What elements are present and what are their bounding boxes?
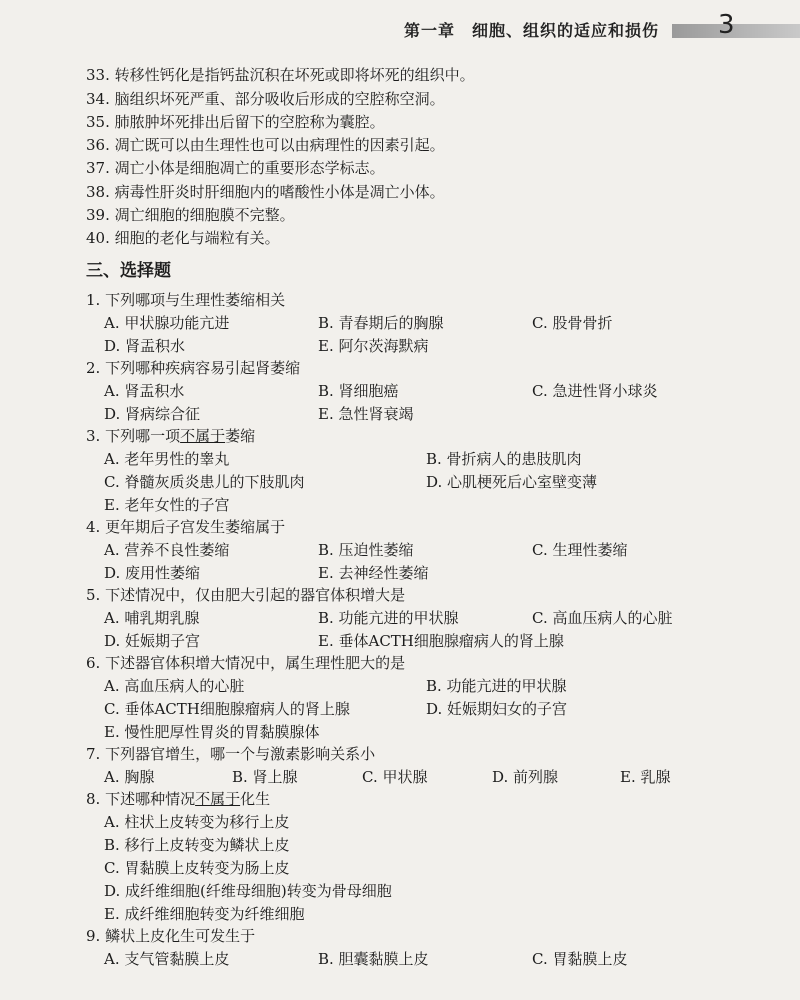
option: A. 哺乳期乳腺 bbox=[104, 609, 200, 627]
option: A. 肾盂积水 bbox=[104, 382, 185, 400]
option: D. 肾盂积水 bbox=[104, 337, 186, 355]
question-stem: 5. 下述情况中，仅由肥大引起的器官体积增大是 bbox=[86, 586, 406, 604]
question-stem: 2. 下列哪种疾病容易引起肾萎缩 bbox=[86, 359, 301, 377]
question-stem: 7. 下列器官增生，哪一个与激素影响关系小 bbox=[86, 745, 376, 763]
option: A. 营养不良性萎缩 bbox=[104, 541, 230, 559]
option: D. 肾病综合征 bbox=[104, 405, 201, 423]
option: C. 高血压病人的心脏 bbox=[532, 609, 673, 627]
option: C. 胃黏膜上皮 bbox=[532, 950, 628, 968]
option: E. 乳腺 bbox=[620, 768, 671, 786]
option: A. 胸腺 bbox=[104, 768, 155, 786]
question-stem: 8. 下述哪种情况不属于化生 bbox=[86, 790, 271, 808]
option: C. 急进性肾小球炎 bbox=[532, 382, 658, 400]
option: D. 前列腺 bbox=[492, 768, 559, 786]
option: A. 高血压病人的心脏 bbox=[104, 677, 245, 695]
statement-item: 40. 细胞的老化与端粒有关。 bbox=[86, 229, 280, 247]
statement-item: 33. 转移性钙化是指钙盐沉积在坏死或即将坏死的组织中。 bbox=[86, 66, 475, 84]
option: C. 甲状腺 bbox=[362, 768, 428, 786]
option: C. 胃黏膜上皮转变为肠上皮 bbox=[104, 859, 290, 877]
option: E. 急性肾衰竭 bbox=[318, 405, 414, 423]
option: E. 去神经性萎缩 bbox=[318, 564, 429, 582]
option: D. 废用性萎缩 bbox=[104, 564, 201, 582]
page-number: 3 bbox=[718, 10, 735, 40]
option: A. 老年男性的睾丸 bbox=[104, 450, 230, 468]
emphasis-underline: 不属于 bbox=[180, 427, 226, 445]
chapter-title: 第一章 细胞、组织的适应和损伤 bbox=[404, 21, 660, 40]
option: D. 心肌梗死后心室壁变薄 bbox=[426, 473, 598, 491]
option: E. 垂体ACTH细胞腺瘤病人的肾上腺 bbox=[318, 632, 564, 650]
option: D. 成纤维细胞(纤维母细胞)转变为骨母细胞 bbox=[104, 882, 392, 900]
question-stem: 3. 下列哪一项不属于萎缩 bbox=[86, 427, 256, 445]
option: A. 甲状腺功能亢进 bbox=[104, 314, 230, 332]
statement-item: 39. 凋亡细胞的细胞膜不完整。 bbox=[86, 206, 295, 224]
option: E. 慢性肥厚性胃炎的胃黏膜腺体 bbox=[104, 723, 320, 741]
option: E. 阿尔茨海默病 bbox=[318, 337, 429, 355]
question-stem: 1. 下列哪项与生理性萎缩相关 bbox=[86, 291, 286, 309]
option: E. 老年女性的子宫 bbox=[104, 496, 230, 514]
question-stem: 9. 鳞状上皮化生可发生于 bbox=[86, 927, 256, 945]
option: A. 支气管黏膜上皮 bbox=[104, 950, 230, 968]
statement-item: 36. 凋亡既可以由生理性也可以由病理性的因素引起。 bbox=[86, 136, 445, 154]
option: B. 肾上腺 bbox=[232, 768, 298, 786]
option: B. 功能亢进的甲状腺 bbox=[426, 677, 567, 695]
option: D. 妊娠期子宫 bbox=[104, 632, 201, 650]
option: C. 垂体ACTH细胞腺瘤病人的肾上腺 bbox=[104, 700, 350, 718]
section-heading: 三、选择题 bbox=[86, 261, 171, 281]
statement-item: 37. 凋亡小体是细胞凋亡的重要形态学标志。 bbox=[86, 159, 385, 177]
statement-item: 34. 脑组织坏死严重、部分吸收后形成的空腔称空洞。 bbox=[86, 90, 445, 108]
option: E. 成纤维细胞转变为纤维细胞 bbox=[104, 905, 305, 923]
option: B. 胆囊黏膜上皮 bbox=[318, 950, 429, 968]
option: B. 骨折病人的患肢肌肉 bbox=[426, 450, 582, 468]
option: C. 生理性萎缩 bbox=[532, 541, 628, 559]
option: C. 股骨骨折 bbox=[532, 314, 613, 332]
statement-item: 38. 病毒性肝炎时肝细胞内的嗜酸性小体是凋亡小体。 bbox=[86, 183, 445, 201]
option: B. 压迫性萎缩 bbox=[318, 541, 414, 559]
option: D. 妊娠期妇女的子宫 bbox=[426, 700, 568, 718]
option: B. 青春期后的胸腺 bbox=[318, 314, 444, 332]
question-stem: 4. 更年期后子宫发生萎缩属于 bbox=[86, 518, 286, 536]
option: B. 移行上皮转变为鳞状上皮 bbox=[104, 836, 290, 854]
option: A. 柱状上皮转变为移行上皮 bbox=[104, 813, 290, 831]
option: B. 功能亢进的甲状腺 bbox=[318, 609, 459, 627]
option: C. 脊髓灰质炎患儿的下肢肌肉 bbox=[104, 473, 305, 491]
statement-item: 35. 肺脓肿坏死排出后留下的空腔称为囊腔。 bbox=[86, 113, 385, 131]
option: B. 肾细胞癌 bbox=[318, 382, 399, 400]
question-stem: 6. 下述器官体积增大情况中，属生理性肥大的是 bbox=[86, 654, 406, 672]
emphasis-underline: 不属于 bbox=[195, 790, 241, 808]
